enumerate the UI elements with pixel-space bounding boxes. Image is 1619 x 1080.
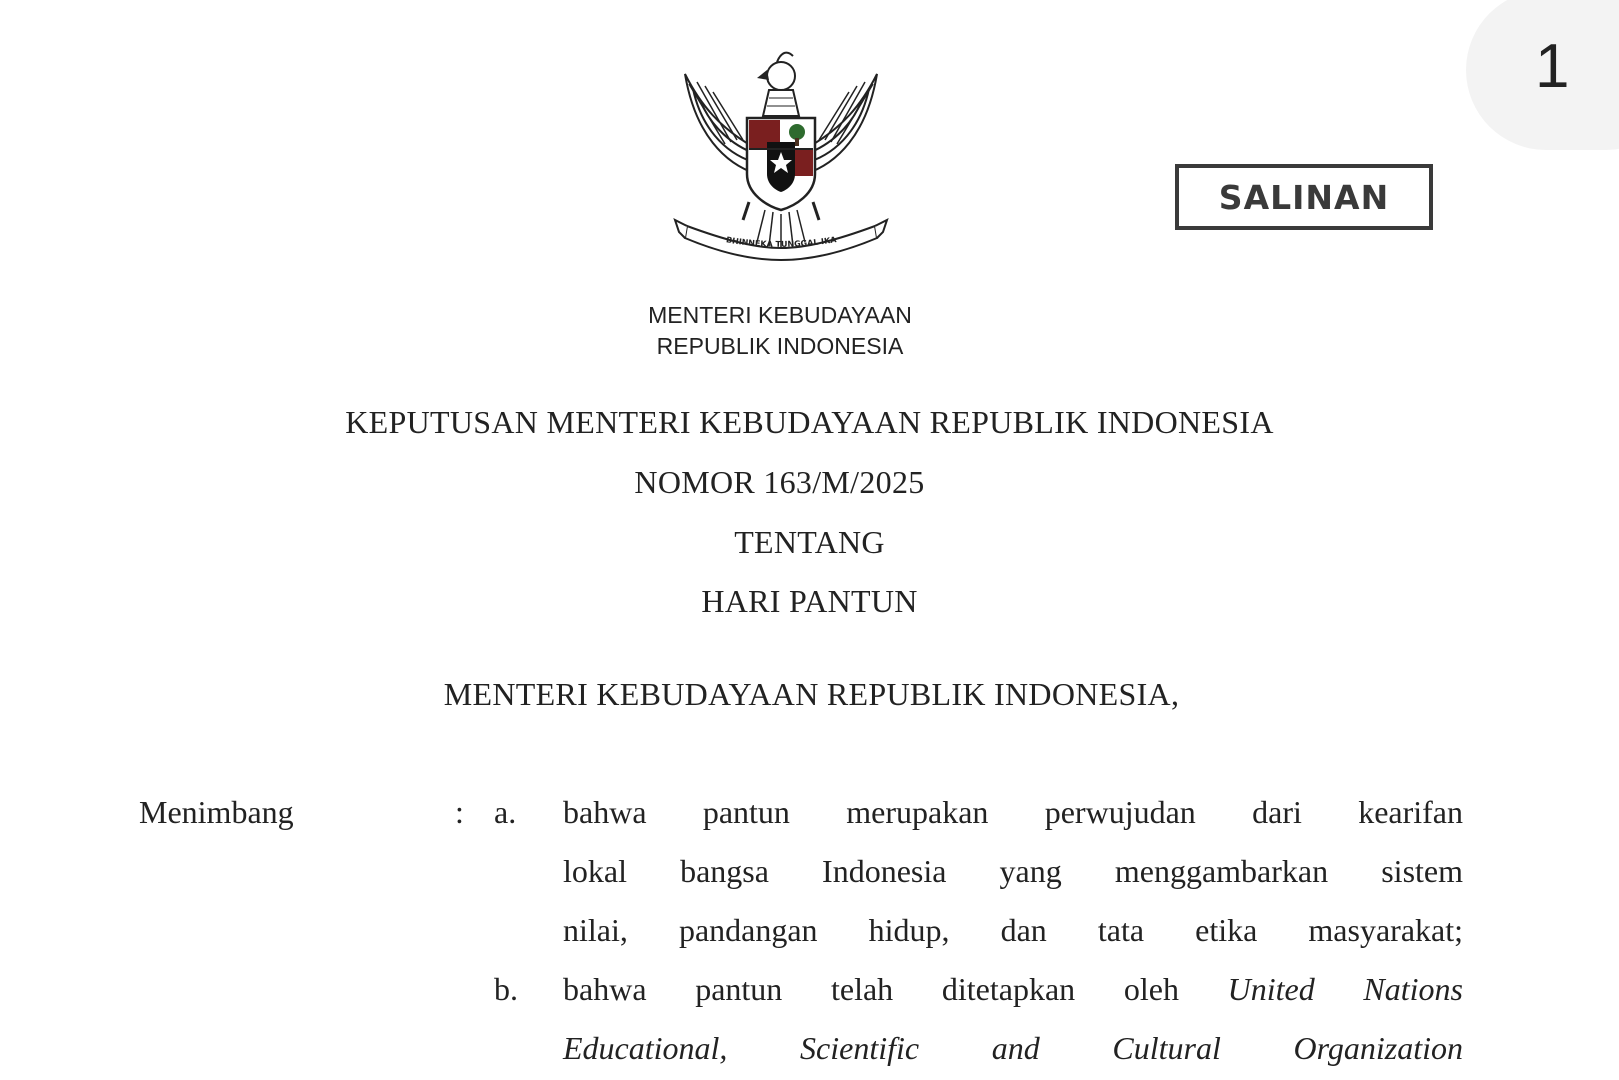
- decree-number: NOMOR 163/M/2025: [634, 464, 925, 500]
- item-b-line-1-italic: United Nations: [1227, 971, 1464, 1007]
- garuda-emblem-icon: [665, 34, 897, 270]
- header-line-1: MENTERI KEBUDAYAAN: [648, 302, 912, 328]
- item-b-marker: b.: [494, 971, 518, 1007]
- decree-about: TENTANG: [734, 524, 885, 560]
- header-line-2: REPUBLIK INDONESIA: [656, 333, 904, 359]
- decree-subject: HARI PANTUN: [701, 583, 918, 619]
- item-a-line-1: bahwa pantun merupakan perwujudan dari kearifan: [563, 794, 1463, 830]
- item-a-line-3: nilai, pandangan hidup, dan tata etika masyarakat;: [563, 912, 1463, 948]
- page-number: 1: [1535, 32, 1570, 101]
- decree-issuer: MENTERI KEBUDAYAAN REPUBLIK INDONESIA,: [443, 676, 1180, 712]
- item-b-line-2-italic: Educational, Scientific and Cultural Organization: [563, 1030, 1463, 1066]
- item-b-line-2: [563, 1030, 1463, 1067]
- item-b-line-1-text: bahwa pantun telah ditetapkan oleh: [563, 971, 1228, 1007]
- minister-header: [560, 300, 1000, 362]
- decree-title: KEPUTUSAN MENTERI KEBUDAYAAN REPUBLIK INDONESIA: [345, 404, 1274, 440]
- item-a-marker: a.: [494, 794, 517, 830]
- item-a-line-2: lokal bangsa Indonesia yang menggambarkan sistem: [563, 853, 1463, 889]
- considering-colon: :: [455, 794, 464, 830]
- emblem-motto: BHINNEKA TUNGGAL IKA: [725, 235, 838, 249]
- salinan-stamp: SALINAN: [1175, 164, 1433, 230]
- item-b-line-1: [563, 971, 1463, 1008]
- considering-label: Menimbang: [139, 794, 294, 830]
